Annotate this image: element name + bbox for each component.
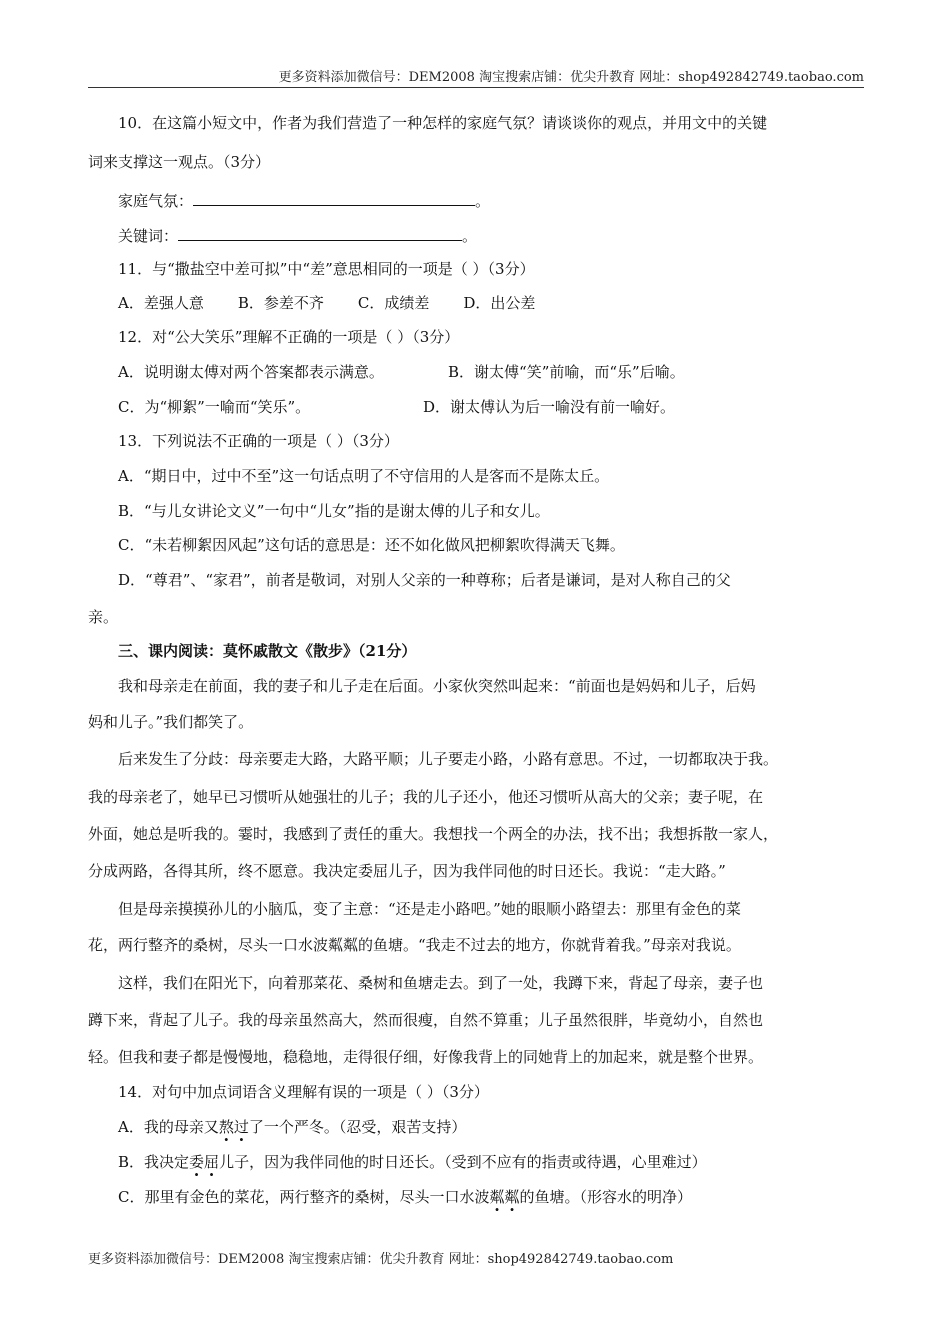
q10-keywords-row [88,224,862,247]
q14-c-pre: C．那里有金色的菜花，两行整齐的桑树，尽头一口水波 [118,1188,490,1206]
q14-c-post: 的鱼塘。（形容水的明净） [519,1188,693,1206]
atmosphere-label: 家庭气氛： [118,192,194,210]
q14-c-dotted-word [489,1188,519,1206]
keywords-end: 。 [462,227,478,245]
emphasis-char: 过 [233,1118,249,1136]
page-footer: 更多资料添加微信号：DEM2008 淘宝搜索店铺：优尖升教育 网址：shop492842749.taobao.com [88,1252,674,1267]
passage-p1-line1: 我和母亲走在前面，我的妻子和儿子走在后面。小家伙突然叫起来：“前面也是妈妈和儿子，后妈 [118,677,756,695]
q14-a-post: 了一个严冬。（忍受，艰苦支持） [248,1118,467,1136]
passage-p2-line4: 分成两路，各得其所，终不愿意。我决定委屈儿子，因为我伴同他的时日还长。我说：“走大路。” [88,862,726,880]
q10-line2: 词来支撑这一观点。（3分） [88,153,271,171]
q12-option-d[interactable]: D．谢太傅认为后一喻没有前一喻好。 [423,398,676,416]
q14-stem: 14．对句中加点词语含义理解有误的一项是（ ）（3分） [118,1083,489,1101]
q11-option-d[interactable]: D．出公差 [463,294,536,312]
q14-a-pre: A．我的母亲又 [118,1118,219,1136]
emphasis-char: 熬 [218,1118,234,1136]
passage-p1-line2: 妈和儿子。”我们都笑了。 [88,713,254,731]
q13-option-b[interactable]: B．“与儿女讲论文义”一句中“儿女”指的是谢太傅的儿子和女儿。 [118,502,550,520]
emphasis-char: 委 [189,1153,205,1171]
section-title: 三、课内阅读：莫怀戚散文《散步》（21分） [118,642,417,660]
q14-a-dotted-word [219,1118,249,1136]
keywords-blank[interactable] [178,224,462,241]
q11-option-a[interactable]: A．差强人意 [118,294,204,312]
q12-option-a[interactable]: A．说明谢太傅对两个答案都表示满意。 [118,363,384,381]
passage-p4-line1: 这样，我们在阳光下，向着那菜花、桑树和鱼塘走去。到了一处，我蹲下来，背起了母亲，妻子也 [118,974,764,992]
q13-option-d[interactable]: D．“尊君”、“家君”，前者是敬词，对别人父亲的一种尊称；后者是谦词，是对人称自己的父 [118,571,731,589]
q14-option-c[interactable] [118,1186,862,1208]
q10-atmosphere-row [88,189,862,212]
q11-stem: 11．与“撒盐空中差可拟”中“差”意思相同的一项是（ ）（3分） [118,260,535,278]
page-header: 更多资料添加微信号：DEM2008 淘宝搜索店铺：优尖升教育 网址：shop492842749.taobao.com [88,66,864,88]
emphasis-char: 粼 [504,1188,520,1206]
q10-line1: 10．在这篇小短文中，作者为我们营造了一种怎样的家庭气氛？请谈谈你的观点，并用文中的关键 [118,114,768,132]
passage-p2-line1: 后来发生了分歧：母亲要走大路，大路平顺；儿子要走小路，小路有意思。不过，一切都取决于我。 [118,750,779,768]
atmosphere-blank[interactable] [193,189,475,206]
passage-p4-line3: 轻。但我和妻子都是慢慢地，稳稳地，走得很仔细，好像我背上的同她背上的加起来，就是整个世界。 [88,1048,764,1066]
passage-p3-line2: 花，两行整齐的桑树，尽头一口水波粼粼的鱼塘。“我走不过去的地方，你就背着我。”母亲对我说。 [88,936,741,954]
q14-b-dotted-word [189,1153,219,1171]
q12-option-b[interactable]: B．谢太傅“笑”前喻，而“乐”后喻。 [448,363,685,381]
q13-option-a[interactable]: A．“期日中，过中不至”这一句话点明了不守信用的人是客而不是陈太丘。 [118,467,610,485]
q14-option-a[interactable] [118,1116,862,1138]
q14-option-b[interactable] [118,1151,862,1173]
q13-option-c[interactable]: C．“未若柳絮因风起”这句话的意思是：还不如化做风把柳絮吹得满天飞舞。 [118,536,625,554]
q11-option-b[interactable]: B．参差不齐 [237,294,324,312]
q12-option-c[interactable]: C．为“柳絮”一喻而“笑乐”。 [118,398,311,416]
q13-stem: 13．下列说法不正确的一项是（ ）（3分） [118,432,399,450]
passage-p2-line3: 外面，她总是听我的。霎时，我感到了责任的重大。我想找一个两全的办法，找不出；我想拆散一家人， [88,825,779,843]
q12-stem: 12．对“公大笑乐”理解不正确的一项是（ ）（3分） [118,328,460,346]
emphasis-char: 屈 [204,1153,220,1171]
atmosphere-end: 。 [475,192,491,210]
keywords-label: 关键词： [118,227,179,245]
q14-b-pre: B．我决定 [118,1153,190,1171]
passage-p4-line2: 蹲下来，背起了儿子。我的母亲虽然高大，然而很瘦，自然不算重；儿子虽然很胖，毕竟幼小，自然也 [88,1011,764,1029]
emphasis-char: 粼 [489,1188,505,1206]
q11-options [118,292,862,314]
passage-p3-line1: 但是母亲摸摸孙儿的小脑瓜，变了主意：“还是走小路吧。”她的眼顺小路望去：那里有金色的菜 [118,900,741,918]
q11-option-c[interactable]: C．成绩差 [357,294,430,312]
q13-option-d-cont: 亲。 [88,608,119,626]
passage-p2-line2: 我的母亲老了，她早已习惯听从她强壮的儿子；我的儿子还小，他还习惯听从高大的父亲；妻子呢，在 [88,788,764,806]
q14-b-post: 儿子，因为我伴同他的时日还长。（受到不应有的指责或待遇，心里难过） [219,1153,707,1171]
